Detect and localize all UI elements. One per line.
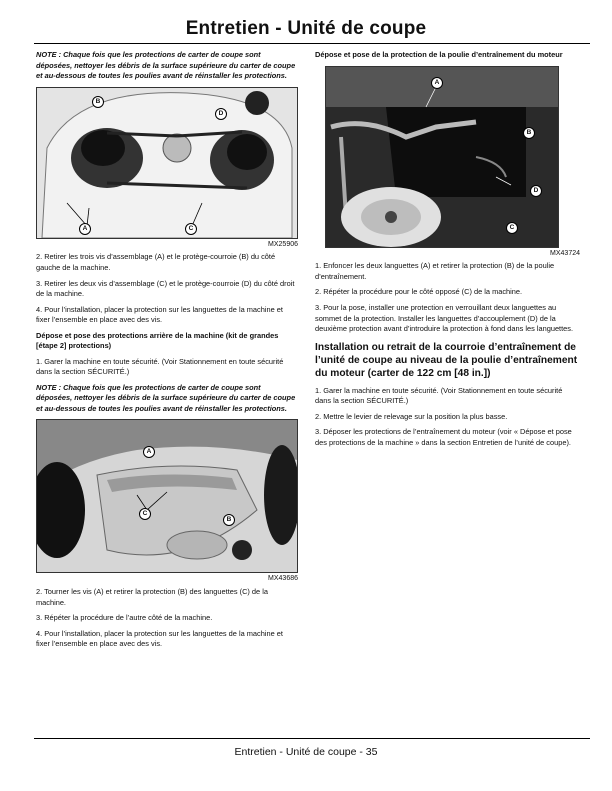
figure-mx43686 xyxy=(36,419,298,573)
note-paragraph: NOTE : Chaque fois que les protections de carter de coupe sont déposées, nettoyer les débris de la surface supérieure du carter de coupe et au-dessous de toutes les poulies avant de réinstaller les protections. xyxy=(36,50,296,81)
step-paragraph: 1. Enfoncer les deux languettes (A) et retirer la protection (B) de la poulie d’entraînement. xyxy=(315,261,555,281)
figure-code: MX43724 xyxy=(550,249,580,257)
callout-d: D xyxy=(530,185,542,197)
callout-a: A xyxy=(143,446,155,458)
section-heading: Installation ou retrait de la courroie d’entraînement de l’unité de coupe au niveau de la poulie d’entraînement du moteur (carter de 122 cm [48 in.]) xyxy=(315,341,578,380)
step-paragraph: 3. Déposer les protections de l’entraînement du moteur (voir « Dépose et pose des protections de la machine » dans la section Entretien de l’unité de coupe). xyxy=(315,427,572,447)
step-paragraph: 1. Garer la machine en toute sécurité. (Voir Stationnement en toute sécurité dans la section SÉCURITÉ.) xyxy=(315,385,563,406)
figure-mx43724 xyxy=(325,66,559,248)
step-paragraph: 4. Pour l’installation, placer la protection sur les languettes de la machine et fixer l’ensemble en place avec des vis. xyxy=(36,304,283,325)
callout-b: B xyxy=(223,514,235,526)
callout-a: A xyxy=(431,77,443,89)
section-subheading: Dépose et pose de la protection de la poulie d’entraînement du moteur xyxy=(315,50,563,59)
note-paragraph: NOTE : Chaque fois que les protections de carter de coupe sont déposées, nettoyer les débris de la surface supérieure du carter de coupe et au-dessous de toutes les poulies avant de réinstaller les protections. xyxy=(36,382,296,413)
page-footer: Entretien - Unité de coupe - 35 xyxy=(234,746,378,758)
left-column xyxy=(36,50,298,655)
callout-c: C xyxy=(506,222,518,234)
step-paragraph: 3. Répéter la procédure de l’autre côté de la machine. xyxy=(36,613,213,623)
step-paragraph: 2. Répéter la procédure pour le côté opposé (C) de la machine. xyxy=(315,287,523,297)
step-paragraph: 3. Pour la pose, installer une protection en verrouillant deux languettes au sommet de la protection. Installer les languettes d’accouplement (D) de la deuxième protection avant d’introduire la protection à fond dans les languettes. xyxy=(315,303,574,334)
right-column xyxy=(315,50,580,453)
figure-mx25906 xyxy=(36,87,298,239)
mower-deck-illustration xyxy=(37,88,297,238)
step-paragraph: 2. Mettre le levier de relevage sur la position la plus basse. xyxy=(315,411,508,421)
page-title: Entretien - Unité de coupe xyxy=(185,18,427,39)
engine-pulley-illustration xyxy=(326,67,558,247)
callout-d: D xyxy=(215,108,227,120)
callout-b: B xyxy=(92,96,104,108)
callout-b: B xyxy=(523,127,535,139)
figure-code: MX43686 xyxy=(268,575,298,583)
callout-c: C xyxy=(139,508,151,520)
callout-c: C xyxy=(185,223,197,235)
header-rule xyxy=(34,43,590,44)
step-paragraph: 3. Retirer les deux vis d’assemblage (C) et le protège-courroie (D) du côté droit de la machine. xyxy=(36,278,295,299)
step-paragraph: 1. Garer la machine en toute sécurité. (Voir Stationnement en toute sécurité dans la section SÉCURITÉ.) xyxy=(36,356,284,377)
step-paragraph: 2. Tourner les vis (A) et retirer la protection (B) des languettes (C) de la machine. xyxy=(36,587,268,607)
figure-code: MX25906 xyxy=(268,240,298,248)
section-subheading: Dépose et pose des protections arrière de la machine (kit de grandes [étape 2] protections) xyxy=(36,330,279,351)
footer-rule xyxy=(34,738,590,739)
callout-a: A xyxy=(79,223,91,235)
step-paragraph: 2. Retirer les trois vis d’assemblage (A) et le protège-courroie (B) du côté gauche de la machine. xyxy=(36,252,276,272)
step-paragraph: 4. Pour l’installation, placer la protection sur les languettes de la machine et fixer l’ensemble en place avec des vis. xyxy=(36,628,283,649)
rear-shield-illustration xyxy=(37,420,297,572)
